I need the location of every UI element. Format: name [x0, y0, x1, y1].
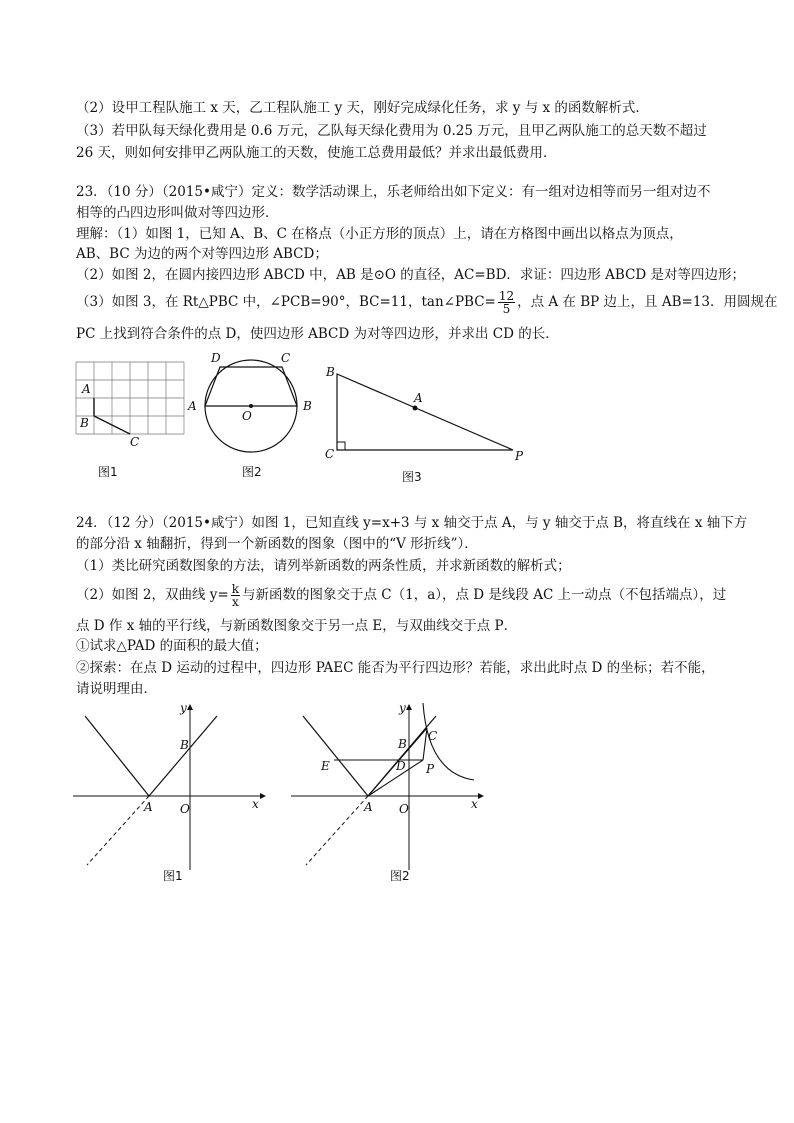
label-o: O — [180, 802, 190, 816]
segment-pc — [423, 728, 427, 760]
q23-line4: AB、BC 为边的两个对等四边形 ABCD； — [76, 246, 328, 262]
label-a: A — [144, 800, 153, 814]
x-axis-arrow — [260, 793, 266, 799]
label-a: A — [188, 399, 197, 413]
label-y: y — [180, 701, 187, 715]
figure1-caption: 图1 — [163, 869, 183, 883]
q24-line4 — [76, 583, 726, 608]
q23-figure1 — [68, 352, 188, 482]
dashed-extension — [306, 796, 368, 865]
tan-numerator: 12 — [498, 289, 515, 303]
y-axis-arrow — [406, 704, 412, 710]
label-b: B — [326, 365, 335, 379]
q24-line4-before: （2）如图 2，双曲线 y= — [76, 587, 229, 603]
label-p: P — [515, 449, 524, 463]
label-c: C — [428, 729, 438, 743]
label-o: O — [242, 409, 252, 423]
q24-line8: 请说明理由． — [76, 681, 157, 697]
label-a: A — [414, 391, 423, 405]
q23-figure3 — [320, 360, 530, 485]
hyperbola-numerator: k — [231, 582, 239, 596]
label-b: B — [80, 416, 89, 430]
label-x: x — [252, 797, 259, 811]
q23-figure2 — [185, 348, 320, 483]
q23-line5: （2）如图 2，在圆内接四边形 ABCD 中，AB 是⊙O 的直径，AC=BD．求证：四边形 ABCD 是对等四边形； — [76, 267, 746, 283]
label-a: A — [82, 382, 91, 396]
grid — [76, 362, 184, 434]
q22-part3-line1: （3）若甲队每天绿化费用是 0.6 万元，乙队每天绿化费用为 0.25 万元，且甲乙两队施工的总天数不超过 — [76, 123, 707, 139]
point-a — [413, 406, 418, 411]
label-b: B — [180, 738, 189, 752]
q24-line6: ①试求△PAD 的面积的最大值； — [76, 638, 268, 654]
figure2-caption: 图2 — [390, 869, 410, 883]
q23-line2: 相等的凸四边形叫做对等四边形． — [76, 205, 279, 221]
x-axis-arrow — [478, 793, 484, 799]
q23-line1: 23．（10 分）（2015•咸宁）定义：数学活动课上，乐老师给出如下定义：有一组对边相等而另一组对边不 — [76, 184, 711, 200]
tan-denominator: 5 — [502, 302, 511, 316]
y-axis-arrow — [187, 704, 193, 710]
q23-line6-after: ，点 A 在 BP 边上，且 AB=13．用圆规在 — [517, 294, 778, 310]
label-c: C — [325, 447, 335, 461]
figure1-caption: 图1 — [98, 465, 118, 479]
q23-line3: 理解：（1）如图 1，已知 A、B、C 在格点（小正方形的顶点）上，请在方格图中画出以格点为顶点， — [76, 226, 683, 242]
q23-line6 — [76, 290, 778, 315]
q24-figure1 — [70, 700, 270, 890]
q24-line3: （1）类比研究函数图象的方法，请列举新函数的两条性质，并求新函数的解析式； — [76, 558, 571, 574]
dashed-extension — [87, 796, 149, 865]
q22-part3-line2: 26 天，则如何安排甲乙两队施工的天数，使施工总费用最低？并求出最低费用． — [76, 145, 557, 161]
q24-line4-after: 与新函数的图象交于点 C（1，a），点 D 是线段 AC 上一动点（不包括端点），过 — [241, 587, 727, 603]
hyperbola-fraction — [231, 583, 240, 608]
label-b: B — [398, 737, 407, 751]
right-angle-mark — [337, 442, 345, 450]
q23-line7: PC 上找到符合条件的点 D，使四边形 ABCD 为对等四边形，并求出 CD 的长． — [76, 326, 559, 342]
q24-line7: ②探索：在点 D 运动的过程中，四边形 PAEC 能否为平行四边形？若能，求出此时点 D 的坐标；若不能， — [76, 660, 715, 676]
label-e: E — [321, 759, 330, 773]
label-y: y — [399, 701, 406, 715]
q24-figure2 — [288, 700, 488, 890]
label-b: B — [303, 399, 312, 413]
label-a: A — [364, 800, 373, 814]
center-o — [249, 404, 253, 408]
label-x: x — [471, 797, 478, 811]
label-o: O — [399, 802, 409, 816]
figure2-caption: 图2 — [242, 465, 262, 479]
label-d: D — [396, 759, 406, 773]
label-d: D — [211, 351, 221, 365]
q23-line6-before: （3）如图 3，在 Rt△PBC 中，∠PCB=90°，BC=11，tan∠PBC= — [76, 294, 496, 310]
hyperbola-denominator: x — [231, 595, 239, 609]
label-c: C — [281, 351, 291, 365]
v-left-branch — [303, 716, 368, 796]
q24-line5: 点 D 作 x 轴的平行线，与新函数图象交于另一点 E，与双曲线交于点 P． — [76, 618, 518, 634]
q22-part2: （2）设甲工程队施工 x 天，乙工程队施工 y 天，刚好完成绿化任务，求 y 与 x 的函数解析式． — [76, 100, 649, 116]
tan-fraction — [498, 290, 515, 315]
triangle-pbc — [337, 374, 513, 450]
q24-line1: 24．（12 分）（2015•咸宁）如图 1，已知直线 y=x+3 与 x 轴交于点 A，与 y 轴交于点 B，将直线在 x 轴下方 — [76, 515, 748, 531]
v-left-branch — [85, 716, 149, 796]
label-p: P — [426, 762, 435, 776]
figure3-caption: 图3 — [402, 470, 422, 484]
v-right-branch — [149, 716, 217, 796]
q24-line2: 的部分沿 x 轴翻折，得到一个新函数的图象（图中的“V 形折线”）． — [76, 536, 478, 552]
label-c: C — [130, 435, 140, 449]
